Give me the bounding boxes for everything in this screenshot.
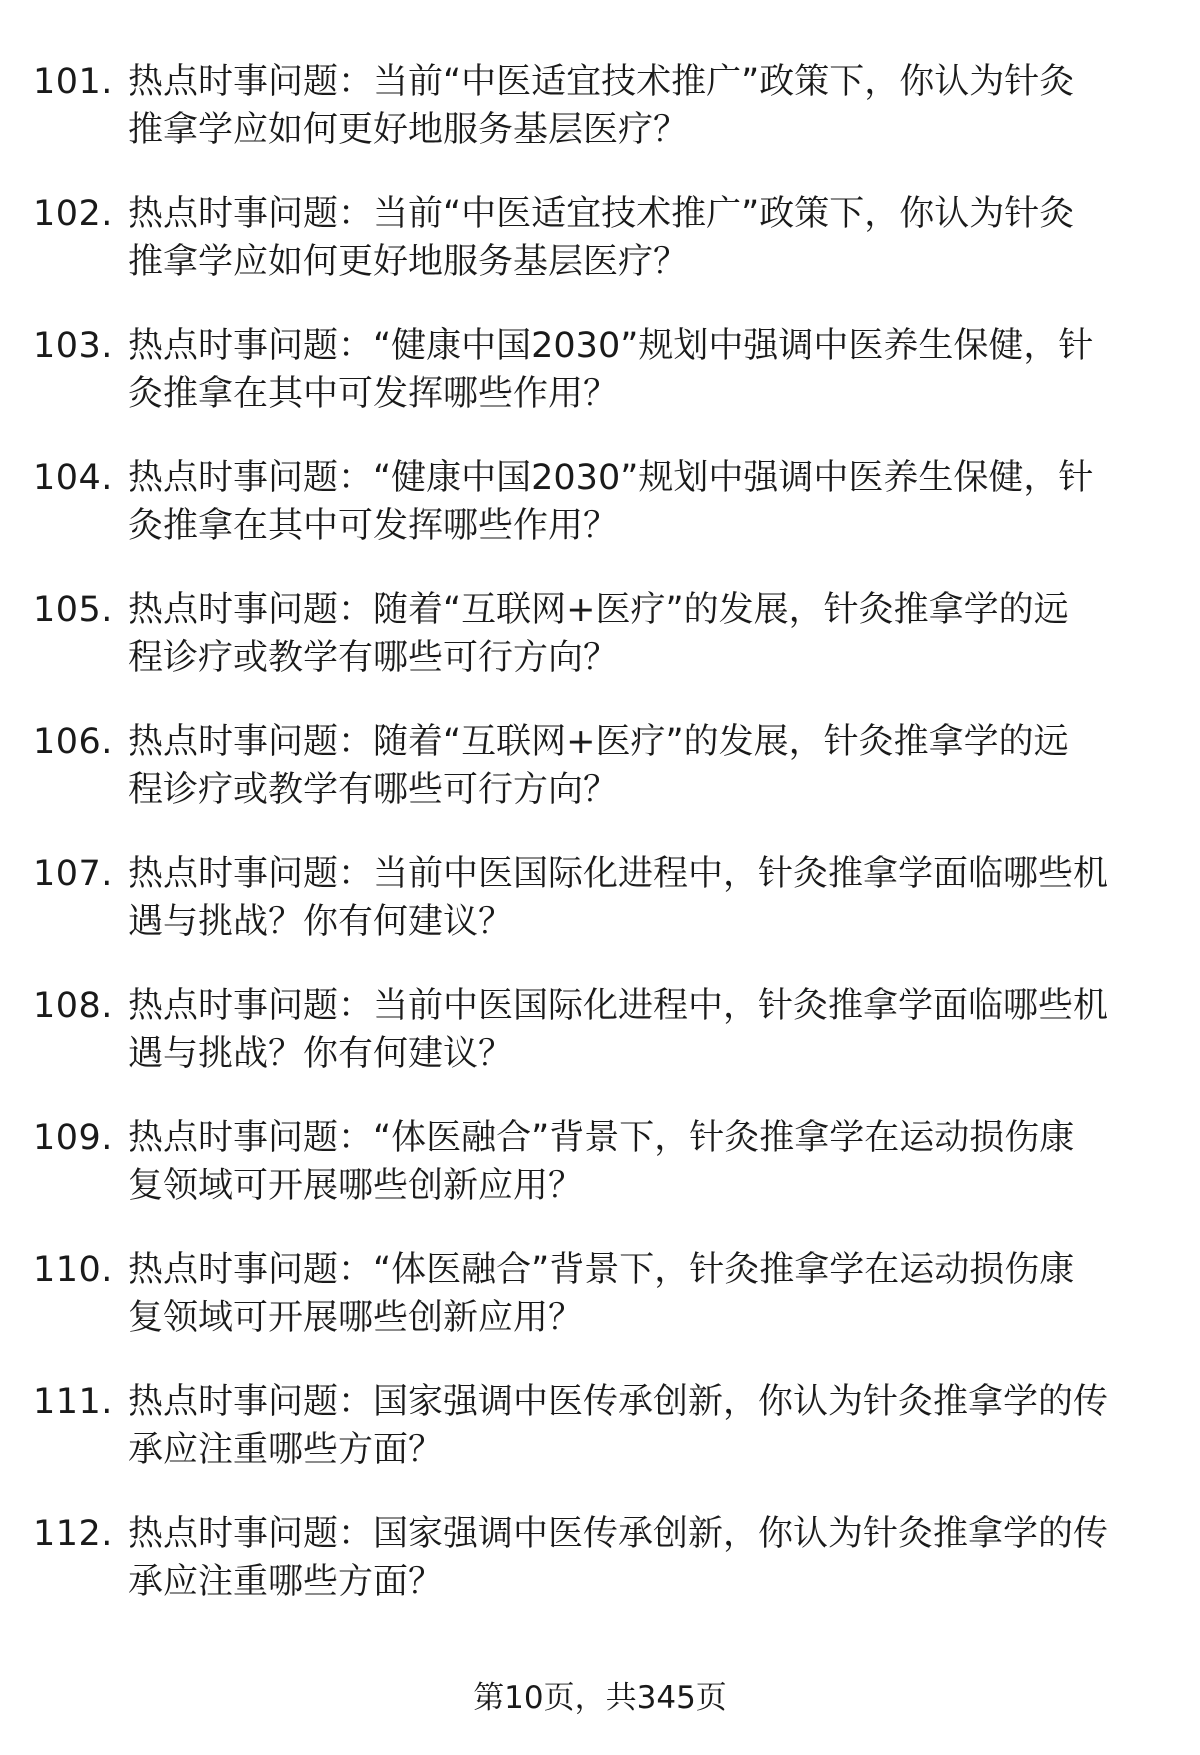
question-number: 108. — [33, 986, 113, 1026]
question-item — [33, 454, 1163, 586]
question-item — [33, 58, 1163, 190]
question-number: 110. — [33, 1250, 113, 1290]
question-text: 热点时事问题：当前中医国际化进程中，针灸推拿学面临哪些机 遇与挑战？你有何建议？ — [128, 986, 1109, 1074]
question-number: 106. — [33, 722, 113, 762]
question-list — [33, 58, 1163, 1642]
question-item — [33, 1510, 1163, 1642]
question-item — [33, 586, 1163, 718]
question-item — [33, 982, 1163, 1114]
question-item — [33, 1378, 1163, 1510]
question-text: 热点时事问题：国家强调中医传承创新，你认为针灸推拿学的传 承应注重哪些方面？ — [128, 1514, 1109, 1602]
question-text: 热点时事问题：当前“中医适宜技术推广”政策下，你认为针灸 推拿学应如何更好地服务基层医疗？ — [128, 194, 1075, 282]
question-item — [33, 1246, 1163, 1378]
question-number: 105. — [33, 590, 113, 630]
question-text: 热点时事问题：当前“中医适宜技术推广”政策下，你认为针灸 推拿学应如何更好地服务基层医疗？ — [128, 62, 1075, 150]
question-text: 热点时事问题：“健康中国2030”规划中强调中医养生保健，针 灸推拿在其中可发挥哪些作用？ — [128, 326, 1094, 414]
question-text: 热点时事问题：随着“互联网+医疗”的发展，针灸推拿学的远 程诊疗或教学有哪些可行方向？ — [128, 590, 1069, 678]
question-number: 101. — [33, 62, 113, 102]
question-number: 112. — [33, 1514, 113, 1554]
question-number: 109. — [33, 1118, 113, 1158]
question-item — [33, 190, 1163, 322]
question-number: 102. — [33, 194, 113, 234]
question-number: 111. — [33, 1382, 113, 1422]
question-text: 热点时事问题：随着“互联网+医疗”的发展，针灸推拿学的远 程诊疗或教学有哪些可行方向？ — [128, 722, 1069, 810]
question-text: 热点时事问题：当前中医国际化进程中，针灸推拿学面临哪些机 遇与挑战？你有何建议？ — [128, 854, 1109, 942]
question-text: 热点时事问题：国家强调中医传承创新，你认为针灸推拿学的传 承应注重哪些方面？ — [128, 1382, 1109, 1470]
question-number: 103. — [33, 326, 113, 366]
question-item — [33, 322, 1163, 454]
question-number: 104. — [33, 458, 113, 498]
question-text: 热点时事问题：“体医融合”背景下，针灸推拿学在运动损伤康 复领域可开展哪些创新应用？ — [128, 1250, 1075, 1338]
question-item — [33, 1114, 1163, 1246]
question-number: 107. — [33, 854, 113, 894]
question-item — [33, 718, 1163, 850]
page-number-footer: 第10页，共345页 — [473, 1680, 727, 1716]
question-text: 热点时事问题：“健康中国2030”规划中强调中医养生保健，针 灸推拿在其中可发挥哪些作用？ — [128, 458, 1094, 546]
question-text: 热点时事问题：“体医融合”背景下，针灸推拿学在运动损伤康 复领域可开展哪些创新应用？ — [128, 1118, 1075, 1206]
question-item — [33, 850, 1163, 982]
